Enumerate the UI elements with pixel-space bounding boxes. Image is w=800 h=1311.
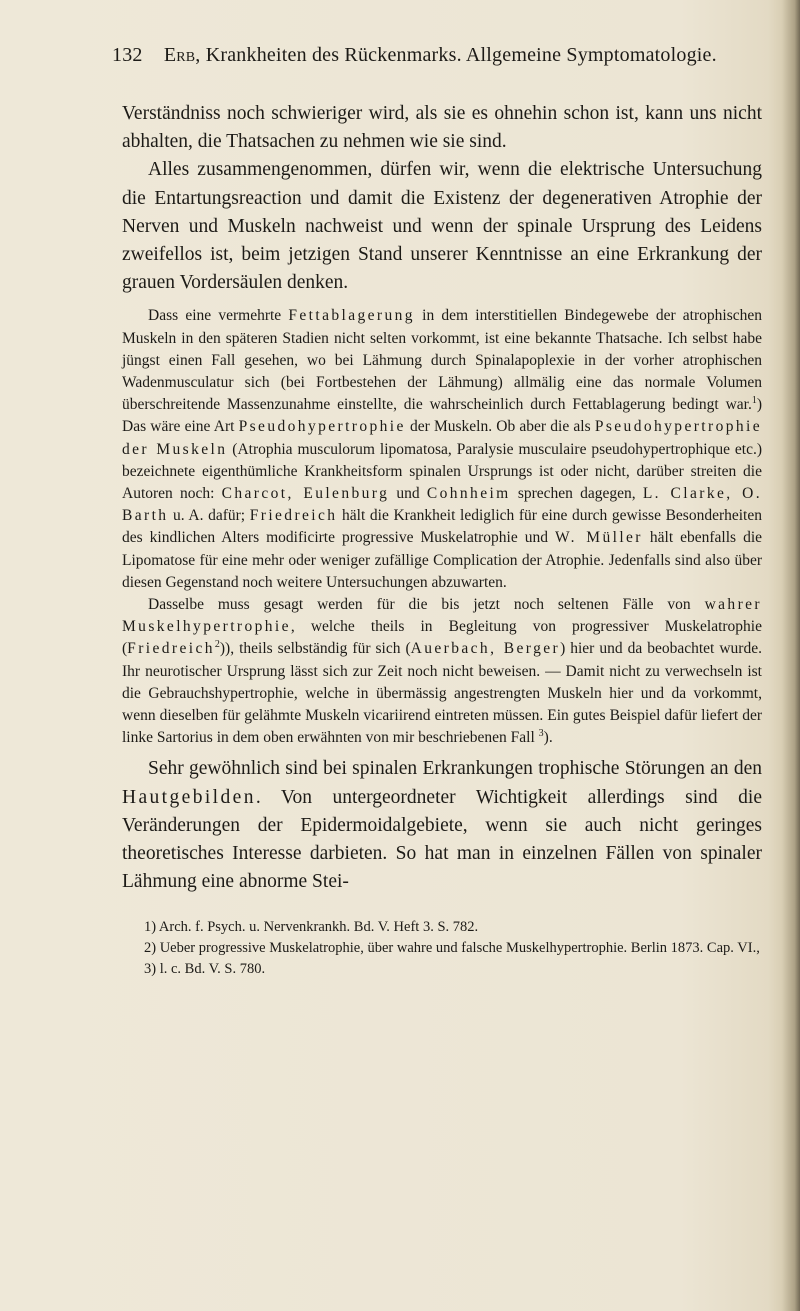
author-names: Cohnheim <box>426 485 511 503</box>
emphasis-term: Pseudohypertrophie <box>238 418 406 436</box>
author-names: Charcot, Eulenburg <box>221 485 390 503</box>
author-names: Friedreich <box>127 640 215 658</box>
paragraph-muskelhypertrophie: Dasselbe muss gesagt werden für die bis jetzt noch seltenen Fälle von wahrer Muskelhypertrophie, welche theils in Begleitung von progressiver Muskelatrophie (Friedreich$^2$)), theils selbständig für sich (Auerbach, Berger) hier und da beobachtet wurde. Ihr neurotischer Ursprung lässt sich zur Zeit noch nicht beweisen. — Damit nicht zu verwechseln ist die Gebrauchshypertrophie, welche in übermässig angestrengten Muskeln hier und da vorkommt, wenn dieselben für gelähmte Muskeln vicariirend eintreten müssen. Ein gutes Beispiel dafür liefert der linke Sartorius in dem oben erwähnten von mir beschriebenen Fall $^3$). <box>122 596 762 747</box>
footnote-3: 3) l. c. Bd. V. S. 780. <box>144 960 266 977</box>
page-number: 132 <box>112 44 143 66</box>
footnote-1: 1) Arch. f. Psych. u. Nervenkrankh. Bd. V. Heft 3. S. 782. <box>144 918 479 935</box>
running-head-author: Erb, <box>163 44 201 66</box>
paragraph-continuation: Verständniss noch schwieriger wird, als sie es ohnehin schon ist, kann uns nicht abhalten, die Thatsachen zu nehmen wie sie sind. <box>122 103 762 153</box>
emphasis-term: Hautgebilden <box>122 786 256 808</box>
footnotes <box>122 917 762 980</box>
footnote-ref-2: 2 <box>214 639 220 651</box>
paragraph-summary: Alles zusammengenommen, dürfen wir, wenn die elektrische Untersuchung die Entartungsreaction und damit die Existenz der degenerativen Atrophie der Nerven und Muskeln nachweist und wenn der spinale Ursprung des Leidens zweifellos ist, beim jetzigen Stand unserer Kenntnisse an eine Erkrankung der grauen Vordersäulen denken. <box>122 159 762 294</box>
author-names: L. Clarke, O. Barth <box>122 485 762 525</box>
footnote-2: 2) Ueber progressive Muskelatrophie, über wahre und falsche Muskelhypertrophie. Berlin 1873. Cap. VI., <box>144 939 760 956</box>
author-names: W. Müller <box>555 529 643 547</box>
running-head-title: Krankheiten des Rückenmarks. Allgemeine Symptomatologie. <box>205 44 717 66</box>
paragraph-hautgebilde: Sehr gewöhnlich sind bei spinalen Erkrankungen trophische Störungen an den Hautgebilden. Von untergeordneter Wichtigkeit allerdings sind die Veränderungen der Epidermoidalgebiete, wenn sie auch nicht geringes theoretisches Interesse darbieten. So hat man in einzelnen Fällen von spinaler Lähmung eine abnorme Stei- <box>122 758 762 893</box>
footnote-ref-1: 1 <box>751 395 757 407</box>
body-text <box>122 100 762 980</box>
emphasis-term: Pseudohypertrophie der Muskeln <box>122 418 763 458</box>
emphasis-term: wahrer Muskelhypertrophie <box>122 596 762 636</box>
emphasis-term: Fettablagerung <box>288 307 415 325</box>
footnote-ref-3: 3 <box>538 728 544 740</box>
author-names: Auerbach, Berger <box>410 640 561 658</box>
author-names: Friedreich <box>249 507 338 525</box>
page-edge-shadow <box>782 0 800 1311</box>
paragraph-fettablagerung: Dass eine vermehrte Fettablagerung in dem interstitiellen Bindegewebe der atrophischen Muskeln in den späteren Stadien nicht selten vorkommt, ist eine bekannte Thatsache. Ich selbst habe jüngst einen Fall gesehen, wo bei Lähmung durch Spinalapoplexie in der vorher atrophischen Wadenmusculatur sich (bei Fortbestehen der Lähmung) allmälig eine das normale Volumen überschreitende Massenzunahme einstellte, die wahrscheinlich durch Fettablagerung bedingt war.$^1$) Das wäre eine Art Pseudohypertrophie der Muskeln. Ob aber die als Pseudohypertrophie der Muskeln (Atrophia musculorum lipomatosa, Paralysie musculaire pseudohypertrophique etc.) bezeichnete eigenthümliche Krankheitsform spinalen Ursprungs ist oder nicht, darüber streiten die Autoren noch: Charcot, Eulenburg und Cohnheim sprechen dagegen, L. Clarke, O. Barth u. A. dafür; Friedreich hält die Krankheit lediglich für eine durch gewisse Besonderheiten des kindlichen Alters modificirte progressive Muskelatrophie und W. Müller hält ebenfalls die Lipomatose für eine mehr oder weniger zufällige Complication der Atrophie. Jedenfalls sind also über diesen Gegenstand noch weitere Untersuchungen abzuwarten. <box>122 307 763 591</box>
running-head <box>112 44 752 72</box>
